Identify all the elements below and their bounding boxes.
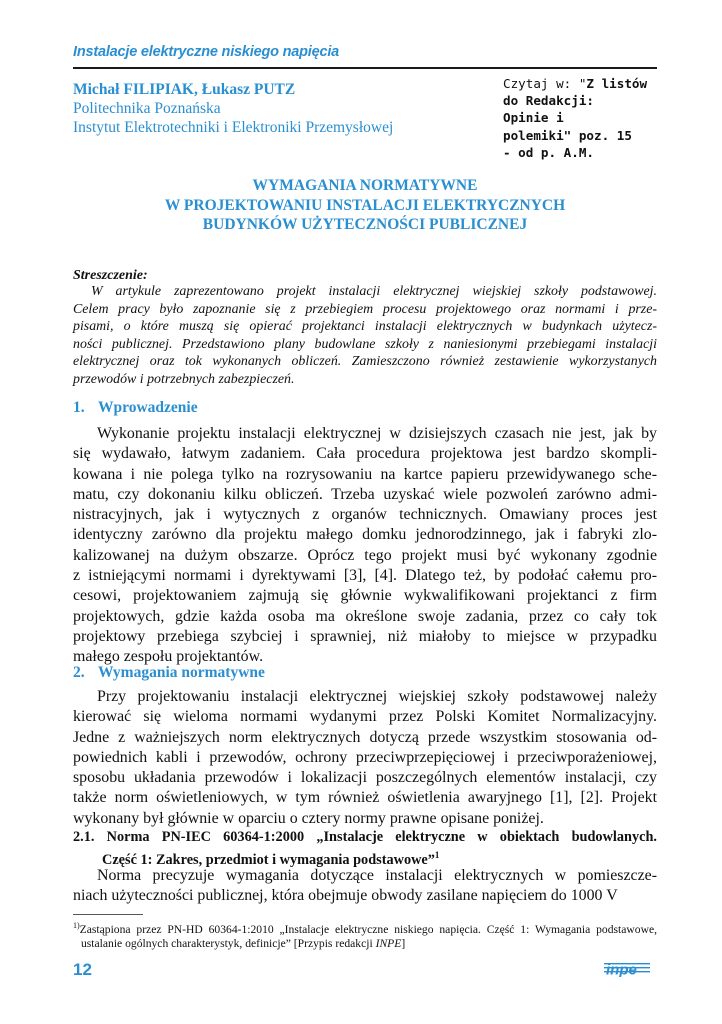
body-line: wykonany był głównie w oparciu o cztery normy prawne opisane poniżej. xyxy=(73,809,544,827)
body-line: także norm oświetleniowych, w tym również oświetlenia awaryjnego [1], [2]. Projekt xyxy=(73,789,657,807)
footnote-marker[interactable]: 1 xyxy=(434,849,440,860)
title-line: WYMAGANIA NORMATYWNE xyxy=(252,177,478,194)
body-line: małego zespołu projektantów. xyxy=(73,648,264,666)
body-line: Wykonanie projektu instalacji elektrycznej w dzisiejszych czasach nie jest, jak by xyxy=(97,425,657,442)
note-line: polemiki" poz. 15 xyxy=(503,127,632,143)
section-number: 1. xyxy=(73,399,85,416)
header-rule xyxy=(73,67,657,69)
footnote-italic: INPE xyxy=(375,937,402,951)
title-line: BUDYNKÓW UŻYTECZNOŚCI PUBLICZNEJ xyxy=(202,216,528,233)
abstract-line: ności publicznej. Przedstawiono plany budowlane szkoły z naniesionymi przebiegami instalacji xyxy=(73,336,657,352)
body-line: kalizowanej na dużym obszarze. Oprócz tego projekt musi być wykonany zgodnie xyxy=(73,546,657,564)
subsection-2-1-heading xyxy=(73,829,657,869)
running-header: Instalacje elektryczne niskiego napięcia xyxy=(73,44,340,60)
section-2-heading xyxy=(73,664,265,682)
body-line: niach użyteczności publicznej, która obejmuje obwody zasilane napięciem do 1000 V xyxy=(73,887,618,905)
section-1-body xyxy=(73,424,657,668)
footnote xyxy=(73,919,657,952)
editorial-note xyxy=(503,75,663,161)
abstract-heading: Streszczenie: xyxy=(73,268,148,283)
body-line: kierować się wieloma normami wydanymi przez Polski Komitet Normalizacyjny. xyxy=(73,708,657,726)
footnote-mark: 1) xyxy=(73,921,80,930)
abstract-line: Celem pracy było zapoznanie się z przebiegiem procesu projektowego oraz normami i prze- xyxy=(73,301,657,317)
body-line: sposobu układania przewodów i lokalizacji poszczególnych elementów instalacji, czy xyxy=(73,769,657,787)
author-names: Michał FILIPIAK, Łukasz PUTZ xyxy=(73,81,296,98)
subsection-title-line: 2.1. Norma PN-IEC 60364-1:2000 „Instalacje elektryczne w obiektach budowlanych. xyxy=(73,829,657,845)
section-number: 2. xyxy=(73,664,85,681)
footnote-rule xyxy=(73,914,143,915)
page-number: 12 xyxy=(73,960,92,979)
body-line: projektowy przebiega szybciej i sprawniej, niż miałoby to miejsce w przypadku xyxy=(73,627,657,645)
logo-text: inpe xyxy=(606,961,637,977)
body-line: powiednich kabli i przewodów, ochrony przeciwprzepięciowej i przeciwporażeniowej, xyxy=(73,748,657,766)
body-line: identyczny zarówno dla projektu małego domku jednorodzinnego, jak i fabryki zlo- xyxy=(73,526,657,544)
note-line: Z listów xyxy=(586,76,648,91)
abstract-line: elektrycznej oraz tok wykonanych obliczeń. Zamieszczono również zestawienie wykorzystanych xyxy=(73,354,657,370)
inpe-logo xyxy=(604,961,650,977)
body-line: kowana i nie polega tylko na rozrysowaniu na kartce papieru przewidywanego sche- xyxy=(73,465,657,483)
body-line: Jedne z ważniejszych norm elektrycznych dotyczą przede wszystkim stosowania od- xyxy=(73,728,657,746)
article-title xyxy=(73,176,657,235)
section-title: Wprowadzenie xyxy=(98,399,198,416)
body-line: projektowych, gdzie każda osoba ma określone swoje zadania, przez co cały tok xyxy=(73,607,657,625)
affiliation-university: Politechnika Poznańska xyxy=(73,100,221,117)
note-prefix: Czytaj w: " xyxy=(503,76,587,91)
subsection-2-1-body xyxy=(73,866,657,907)
note-line: do Redakcji: xyxy=(503,93,594,109)
section-1-heading xyxy=(73,399,198,417)
section-title: Wymagania normatywne xyxy=(98,664,265,681)
body-line: Przy projektowaniu instalacji elektrycznej wiejskiej szkoły podstawowej należy xyxy=(97,688,657,705)
note-line: - od p. A.M. xyxy=(503,144,594,160)
author-block xyxy=(73,80,483,137)
abstract-body xyxy=(73,283,657,389)
body-line: z istniejącymi normami i dyrektywami [3], [4]. Dlatego też, by podołać całemu pro- xyxy=(73,567,657,585)
affiliation-institute: Instytut Elektrotechniki i Elektroniki Przemysłowej xyxy=(73,119,394,136)
footnote-line: ustalanie ogólnych charakterystyk, definicje” [Przypis redakcji xyxy=(81,937,376,951)
abstract-line: pisami, o które muszą się opierać projektanci instalacji elektrycznych w budynkach użytecz- xyxy=(73,319,657,335)
body-line: nistracyjnych, jak i wytycznych z organów technicznych. Omawiany proces jest xyxy=(73,506,657,524)
section-2-body xyxy=(73,687,657,829)
subsection-title-line: Część 1: Zakres, przedmiot i wymagania podstawowe” xyxy=(102,851,435,868)
body-line: cesowi, projektowaniem zajmują się głównie wykwalifikowani projektanci z firm xyxy=(73,587,657,605)
abstract-line: W artykule zaprezentowano projekt instalacji elektrycznej wiejskiej szkoły podstawowej. xyxy=(91,284,657,299)
body-line: się wydawało, łatwym zadaniem. Cała procedura projektowa jest bardzo skompli- xyxy=(73,445,657,463)
body-line: matu, czy dokonaniu kilku obliczeń. Trzeba uzyskać wiele pozwoleń zarówno admi- xyxy=(73,485,657,503)
note-line: Opinie i xyxy=(503,110,564,126)
footnote-line: Zastąpiona przez PN-HD 60364-1:2010 „Instalacje elektryczne niskiego napięcia. Część 1: Wymagania podstawowe, xyxy=(79,922,657,936)
footnote-line-end: ] xyxy=(401,937,406,951)
abstract-line: przewodów i potrzebnych zabezpieczeń. xyxy=(73,371,295,387)
body-line: Norma precyzuje wymagania dotyczące instalacji elektrycznych w pomieszcze- xyxy=(97,867,657,884)
title-line: W PROJEKTOWANIU INSTALACJI ELEKTRYCZNYCH xyxy=(164,196,566,214)
